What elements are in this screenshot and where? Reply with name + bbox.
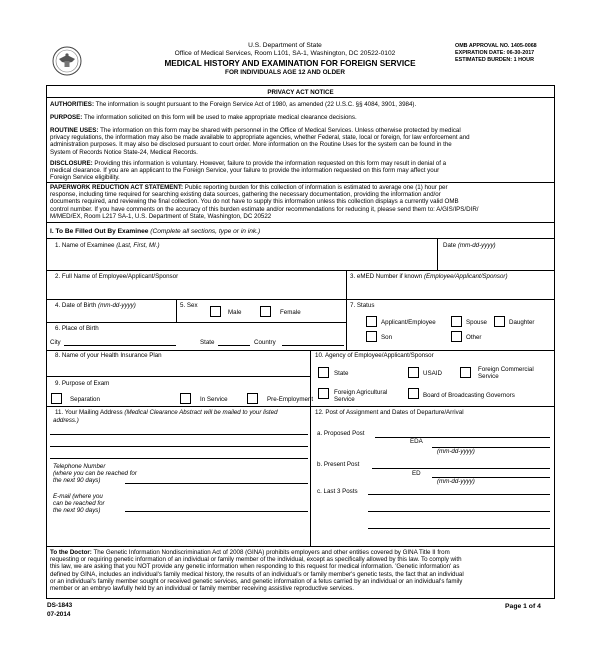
last-3-posts-field[interactable] [368, 484, 550, 528]
separation-checkbox[interactable] [51, 393, 62, 404]
agency-label: 10. Agency of Employee/Applicant/Sponsor [315, 352, 434, 359]
telephone-field[interactable] [125, 470, 308, 483]
routine-uses-label: ROUTINE USES: [50, 127, 99, 134]
bbg-checkbox[interactable] [408, 388, 419, 399]
privacy-heading: PRIVACY ACT NOTICE [267, 89, 334, 96]
doctor-line: The Genetic Information Nondiscrimination Act of 2008 (GINA) prohibits employers and other entities covered by GINA Title II from [93, 549, 450, 556]
fcs-line: Service [478, 373, 499, 381]
in-service-checkbox[interactable] [180, 393, 191, 404]
sponsor-name-field[interactable] [47, 271, 345, 298]
applicant-employee-checkbox[interactable] [366, 316, 377, 327]
status-label: 7. Status [350, 302, 375, 309]
sponsor-name-label: 2. Full Name of Employee/Applicant/Sponsor [55, 273, 179, 280]
examinee-name-text: 1. Name of Examinee [55, 242, 115, 249]
omb-number: OMB APPROVAL NO. 1405-0068 [455, 43, 537, 49]
page-number: Page 1 of 4 [505, 603, 541, 610]
date-text: Date [443, 242, 457, 249]
purpose-label: PURPOSE: [50, 114, 83, 121]
telephone-line: (where you can be reached for [53, 470, 137, 478]
form-subtitle: FOR INDIVIDUALS AGE 12 AND OLDER [225, 69, 345, 76]
section-1-heading [50, 228, 260, 235]
spouse-checkbox[interactable] [451, 316, 462, 327]
purpose-of-exam-label: 9. Purpose of Exam [55, 380, 110, 387]
paperwork-line: control number. If you have comments on the accuracy of this burden estimate and/or recommendations for reducing it, please send them to: A/GIS/IPS/DIR/ [50, 205, 479, 213]
mailing-address-hint: (Medical Clearance Abstract will be mailed to your listed [124, 409, 278, 416]
insurance-field[interactable] [47, 360, 309, 376]
email-line: E-mail (where you [53, 493, 103, 500]
present-post-label: b. Present Post [317, 461, 360, 468]
mailing-address-text: 11. Your Mailing Address [55, 409, 123, 416]
female-label: Female [280, 309, 301, 316]
dob-text: 4. Date of Birth [55, 302, 97, 309]
other-checkbox[interactable] [451, 331, 462, 342]
authorities-text: The information is sought pursuant to the Foreign Service Act of 1980, as amended (22 U.S.C. §§ 4084, 3901, 3984). [95, 101, 417, 108]
insurance-label: 8. Name of your Health Insurance Plan [55, 352, 162, 359]
disclosure-line: Foreign Service eligibility. [50, 174, 120, 182]
date-field[interactable] [438, 239, 554, 269]
paperwork-line: documents required, and reviewing the final collection. You do not have to supply this information unless this collection displays a currently valid OMB [50, 198, 459, 206]
fas-line: Service [334, 396, 355, 404]
paperwork-line: M/MED/EX, Room L217 SA-1, U.S. Department of State, Washington, DC 20522 [50, 212, 272, 220]
purpose-paragraph [50, 114, 550, 121]
emed-text: 3. eMED Number if known [350, 273, 423, 280]
section-1-note: (Complete all sections, type or in ink.) [150, 228, 261, 235]
fas-label [334, 389, 387, 403]
eda-field[interactable] [432, 439, 550, 447]
doctor-label: To the Doctor: [50, 549, 92, 556]
fcs-line: Foreign Commercial [478, 366, 534, 373]
fcs-checkbox[interactable] [460, 367, 471, 378]
usaid-checkbox[interactable] [408, 367, 419, 378]
routine-line: The information on this form may be shared with personnel in the Office of Medical Services. Unless otherwise protected by medical [100, 127, 461, 134]
separation-label: Separation [70, 396, 100, 403]
ed-field[interactable] [432, 469, 550, 477]
paperwork-line: response, including time required for searching existing data sources, gathering the necessary documentation, providing the information and/or [50, 191, 441, 199]
city-field[interactable] [64, 336, 176, 345]
usaid-label: USAID [423, 370, 442, 377]
form-number: DS-1843 [47, 602, 73, 609]
form-date: 07-2014 [47, 611, 71, 618]
purpose-text: The information solicited on this form will be used to make appropriate medical clearance decisions. [83, 114, 357, 121]
doctor-notice [50, 549, 553, 592]
examinee-name-hint: (Last, First, MI.) [116, 242, 160, 249]
post-assignment-label: 12. Post of Assignment and Dates of Departure/Arrival [315, 409, 464, 416]
emed-hint: (Employee/Applicant/Sponsor) [423, 273, 508, 280]
routine-line: privacy regulations, the information may also be made available to appropriate agencies, whether Federal, state, local or foreign, for law enforcement and [50, 134, 470, 142]
spouse-label: Spouse [466, 319, 487, 326]
state-field[interactable] [218, 336, 250, 345]
authorities-paragraph [50, 101, 550, 108]
telephone-line: Telephone Number [53, 463, 106, 470]
routine-line: administration purposes. It may also be disclosed pursuant to court order. More information on the Routine Uses for the system can be found in the [50, 141, 452, 149]
doctor-line: this law, we are asking that you NOT provide any genetic information when responding to this request for medical information. 'Genetic information' as [50, 563, 460, 571]
expiration-date: EXPIRATION DATE: 06-30-2017 [455, 50, 535, 56]
paperwork-line: Public reporting burden for this collection of information is estimated to average one (1) hour per [184, 184, 448, 191]
doctor-line: member or an embryo lawfully held by an individual or family member receiving assistive reproductive services. [50, 585, 354, 593]
pre-employment-label: Pre-Employment [267, 396, 314, 403]
ed-date-hint: (mm-dd-yyyy) [437, 478, 475, 485]
fas-line: Foreign Agricultural [334, 389, 388, 396]
country-field[interactable] [282, 336, 344, 345]
emed-number-field[interactable] [347, 271, 554, 298]
eda-label: EDA [410, 438, 423, 445]
place-of-birth-label: 6. Place of Birth [55, 325, 99, 332]
son-label: Son [381, 334, 393, 341]
email-field[interactable] [125, 498, 308, 511]
mailing-address-field[interactable] [50, 424, 308, 460]
applicant-employee-label: Applicant/Employee [381, 319, 436, 326]
routine-line: System of Records Notice State-24, Medical Records. [50, 148, 198, 156]
son-checkbox[interactable] [366, 331, 377, 342]
last-3-posts-label: c. Last 3 Posts [317, 488, 358, 495]
form-title: MEDICAL HISTORY AND EXAMINATION FOR FOREIGN SERVICE [164, 59, 416, 68]
paperwork-paragraph [50, 184, 553, 220]
estimated-burden: ESTIMATED BURDEN: 1 HOUR [455, 57, 534, 63]
disclosure-line: Providing this information is voluntary. However, failure to provide the information requested on this form may result in denial of a [94, 160, 447, 167]
country-label: Country [254, 339, 276, 346]
examinee-name-field[interactable] [47, 239, 437, 269]
bbg-label: Board of Broadcasting Governors [423, 392, 515, 399]
date-hint: (mm-dd-yyyy) [457, 242, 496, 249]
department-seal-icon [52, 46, 82, 76]
email-line: the next 90 days) [53, 507, 101, 515]
daughter-label: Daughter [509, 319, 535, 326]
dob-hint: (mm-dd-yyyy) [98, 302, 136, 309]
fas-checkbox[interactable] [318, 388, 329, 399]
sex-label: 5. Sex [180, 302, 198, 309]
office-address: Office of Medical Services, Room L101, SA-1, Washington, DC 20522-0102 [174, 50, 396, 57]
daughter-checkbox[interactable] [494, 316, 505, 327]
department-name: U.S. Department of State [248, 42, 322, 49]
section-1-title: I. To Be Filled Out By Examinee [50, 228, 149, 235]
telephone-line: the next 90 days) [53, 477, 101, 485]
disclosure-line: medical clearance. If you are an applicant to the Foreign Service, your failure to provide the information requested on this form may affect your [50, 167, 440, 175]
doctor-line: or an individual's family member sought or received genetic services, and genetic information of a fetus carried by an individual or an individual's family [50, 577, 463, 585]
present-post-field[interactable] [372, 458, 550, 468]
agency-state-checkbox[interactable] [318, 367, 329, 378]
email-line: can be reached for [53, 500, 105, 508]
fcs-label [478, 366, 534, 380]
doctor-line: requesting or requiring genetic information of an individual or family member of the individual, except as specifically allowed by this law. To comply with [50, 556, 462, 564]
pre-employment-checkbox[interactable] [247, 393, 258, 404]
disclosure-label: DISCLOSURE: [50, 160, 93, 167]
disclosure-paragraph [50, 160, 553, 182]
paperwork-label: PAPERWORK REDUCTION ACT STATEMENT: [50, 184, 184, 191]
male-label: Male [228, 309, 242, 316]
proposed-post-field[interactable] [375, 427, 550, 437]
doctor-line: defined by GINA, includes an individual's family medical history, the results of an individual's or family member's genetic tests, the fact that an individual [50, 570, 464, 578]
ed-label: ED [412, 470, 421, 477]
other-label: Other [466, 334, 482, 341]
city-label: City [50, 339, 61, 346]
proposed-post-label: a. Proposed Post [317, 430, 365, 437]
in-service-label: In Service [200, 396, 228, 403]
email-label [53, 493, 105, 515]
male-checkbox[interactable] [210, 306, 221, 317]
state-label: State [200, 339, 215, 346]
mailing-address-hint-2: address.) [53, 417, 79, 424]
mailing-address-label [55, 409, 305, 416]
eda-date-hint: (mm-dd-yyyy) [437, 448, 475, 455]
female-checkbox[interactable] [260, 306, 271, 317]
dob-label [55, 302, 136, 309]
routine-uses-paragraph [50, 127, 553, 156]
authorities-label: AUTHORITIES: [50, 101, 94, 108]
agency-state-label: State [334, 370, 349, 377]
